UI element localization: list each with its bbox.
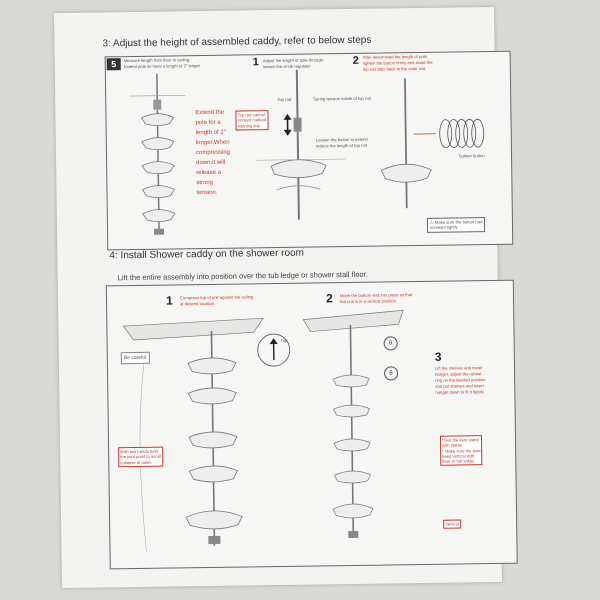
install-left-illustration [113,310,286,562]
s4-step2-number: 2 [325,291,333,306]
tighten-button-illustration [375,77,497,219]
s3-step2-text-1: After determined the length of pole. [362,53,429,60]
extend-line-1: Extend the [195,109,225,117]
spring-tension-label: Spring tension inside of top rod [313,95,371,102]
section4-title: 4: Install Shower caddy on the shower room [109,247,305,262]
be-careful-label: Be careful [121,352,150,365]
make-sure-1: Make sure the button had [434,219,483,225]
circle-six-icon: 6 [384,336,398,350]
s4-step3-number: 3 [434,349,442,364]
loosen-note-2: reduce the length of top rod [315,142,368,149]
vertical-label: Vertical [443,519,461,528]
pole-adjust-illustration [255,69,367,231]
step5-badge: 5 [107,58,121,70]
extend-line-5: compressing [195,149,231,157]
s4-step3-text-1: Lift the shelves and towel [434,365,483,371]
extend-line-7: release a [196,169,221,177]
extend-line-6: down,it will [196,159,226,167]
s3-step1-text-1: Adjust the length of pole through [262,57,324,64]
s4-step1-text-1: Compress top of unit against the ceiling [179,294,254,301]
s4-step3-text-5: hanger down to fit it tightly [435,389,485,395]
step1-number: 1 [252,56,259,69]
extend-line-4: longer,When [195,139,230,147]
warning-icon: ⚠ [429,219,435,225]
s3-step2-text-3: top rod slips back to the outer rod. [362,65,427,72]
s4-step3-text-2: hanger, adjust the rubber [435,371,482,377]
test-note-2: with stable. [442,442,464,448]
test-note-1: *Test the item stand [441,437,479,443]
s3-step2-text-2: tighten the button firmly and avoid the [362,59,433,66]
hands-note-3: collapse of poles [120,459,152,465]
s4-step2-text-1: Move the bottom end into place so that [339,292,413,299]
top-label: Top [280,337,288,343]
top-rod-note-2: exceed marked [237,117,267,123]
s4-step3-text-4: and put shelves and towel [435,383,484,389]
step2-number: 2 [352,54,359,67]
instruction-sheet [54,7,502,588]
s3-step1-text-2: loosen the circle regulator [262,63,311,70]
section3-title: 3: Adjust the height of assembled caddy, refer to below steps [102,34,372,50]
hands-note [118,447,163,467]
test-note-4: keep vertical with [442,453,475,459]
s4-step3-text-3: ring on the desired position [435,377,486,383]
top-rod-note-3: warning line [237,122,260,129]
make-sure-2: screwed tightly [430,224,458,231]
section4-subtitle: Lift the entire assembly into position over the tub ledge or shower stall floor. [117,269,368,283]
make-sure-note [427,217,486,232]
test-note [440,435,483,466]
s4-step1-text-2: at desired location. [180,300,216,307]
extend-line-3: length of 2" [195,129,226,137]
circle-eight-icon: 8 [384,366,398,380]
caddy-tower-illustration [125,73,197,239]
s4-step2-text-2: the unit is in a vertical position. [340,298,398,305]
step5-text-2: Extend pole as have a length of 2" longer [123,63,201,70]
test-note-3: * Make sure the pole [442,447,481,454]
top-rod-label: Top rod [277,96,292,102]
tighten-button-label: Tighten button [458,153,485,159]
extend-line-8: strong [196,179,214,187]
extend-line-9: tension. [196,189,218,197]
loosen-note-1: Loosen the button to extend [315,136,368,143]
top-rod-note-1: Top rod cannot [237,112,266,118]
test-note-5: floor or tub ledge. [442,458,475,464]
s4-step1-number: 1 [165,293,173,308]
extend-line-2: pole for a [195,119,221,127]
hands-note-2: the joint point to avoid [120,453,161,460]
step5-text-1: Measure length from floor to ceiling. [123,57,191,64]
hands-note-1: With two hands hold [120,448,158,455]
